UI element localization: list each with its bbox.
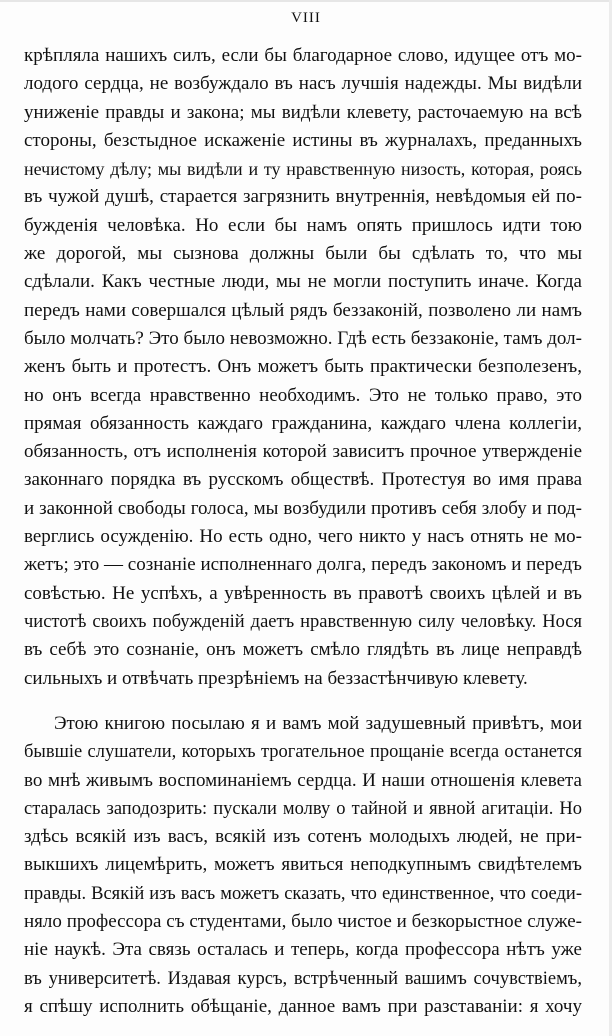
- text-line: совѣстью. Не успѣхъ, а увѣренность въ правотѣ своихъ цѣлей и въ: [24, 582, 582, 604]
- text-line: въ себѣ это сознаніе, онъ можетъ смѣло глядѣть въ лице неправдѣ: [24, 639, 582, 661]
- page-number: VIII: [291, 10, 321, 26]
- text-line: ніе наукѣ. Эта связь осталась и теперь, когда профессора нѣтъ уже: [24, 939, 582, 961]
- text-line: въ университетѣ. Издавая курсъ, встрѣченный вашимъ сочувствіемъ,: [24, 968, 582, 989]
- text-line: въ чужой душѣ, старается загрязнить внутреннія, невѣдомыя ей по-: [24, 186, 582, 208]
- text-line: бывшіе слушатели, которыхъ трогательное прощаніе всегда останется: [24, 742, 582, 763]
- text-line: сдѣлали. Какъ честные люди, мы не могли поступить иначе. Когда: [24, 271, 582, 293]
- text-line: сильныхъ и отвѣчать презрѣніемъ на беззастѣнчивую клевету.: [24, 667, 528, 689]
- text-line: обязанность, отъ исполненія которой зависитъ прочное утвержденіе: [24, 441, 582, 463]
- text-line: крѣпляла нашихъ силъ, если бы благодарное слово, идущее отъ мо-: [24, 45, 582, 66]
- text-line: старалась заподозрить: пускали молву о тайной и явной агитаціи. Но: [24, 798, 582, 819]
- scan-edge-top: [0, 0, 612, 2]
- text-line: но онъ всегда нравственно необходимъ. Это не только право, это: [24, 384, 582, 406]
- text-line: и законной свободы голоса, мы возбудили противъ себя злобу и под-: [24, 497, 582, 519]
- paragraph-1: [24, 42, 582, 693]
- paragraph-2: [24, 710, 582, 1021]
- text-line: женъ быть и протестъ. Онъ можетъ быть практически безполезенъ,: [24, 356, 582, 378]
- text-line: выкшихъ лицемѣрить, можетъ явиться неподкупнымъ свидѣтелемъ: [24, 854, 582, 876]
- text-line: во мнѣ живымъ воспоминаніемъ сердца. И наши отношенія клевета: [24, 769, 582, 791]
- text-line: законнаго порядка въ русскомъ обществѣ. Протестуя во имя права: [24, 469, 582, 491]
- text-line: было молчать? Это было невозможно. Гдѣ есть беззаконіе, тамъ дол-: [24, 327, 582, 349]
- text-line: Этою книгою посылаю я и вамъ мой задушевный привѣтъ, мои: [54, 713, 582, 734]
- text-line: прямая обязанность каждаго гражданина, каждаго члена коллегіи,: [24, 412, 582, 434]
- text-line: передъ нами совершался цѣлый рядъ беззаконій, позволено ли намъ: [24, 299, 582, 321]
- text-line: верглись осужденію. Но есть одно, чего никто у насъ отнять не мо-: [24, 526, 582, 548]
- text-line: я спѣшу исполнить обѣщаніе, данное вамъ при разставаніи: я хочу: [24, 995, 582, 1017]
- text-line: няло профессора съ студентами, было чистое и безкорыстное служе-: [24, 911, 582, 933]
- text-line: бужденія человѣка. Но если бы намъ опять пришлось идти тою: [24, 214, 582, 236]
- text-line: правды. Всякій изъ васъ можетъ сказать, что единственное, что соеди-: [24, 883, 582, 904]
- text-line: чистотѣ своихъ побужденій даетъ нравственную силу человѣку. Нося: [24, 611, 582, 632]
- text-line: здѣсь всякій изъ васъ, всякій изъ сотенъ молодыхъ людей, не при-: [24, 826, 582, 848]
- text-line: лодого сердца, не возбуждало въ насъ лучшія надежды. Мы видѣли: [24, 73, 582, 95]
- text-line: стороны, безстыдное искаженіе истины въ журналахъ, преданныхъ: [24, 129, 582, 151]
- text-line: униженіе правды и закона; мы видѣли клевету, расточаемую на всѣ: [24, 101, 582, 123]
- text-line: же дорогой, мы сызнова должны были бы сдѣлать то, что мы: [24, 243, 582, 265]
- text-line: жетъ; это — сознаніе исполненнаго долга, передъ закономъ и передъ: [24, 554, 582, 576]
- text-line: нечистому дѣлу; мы видѣли и ту нравственную низость, которая, роясь: [24, 159, 582, 180]
